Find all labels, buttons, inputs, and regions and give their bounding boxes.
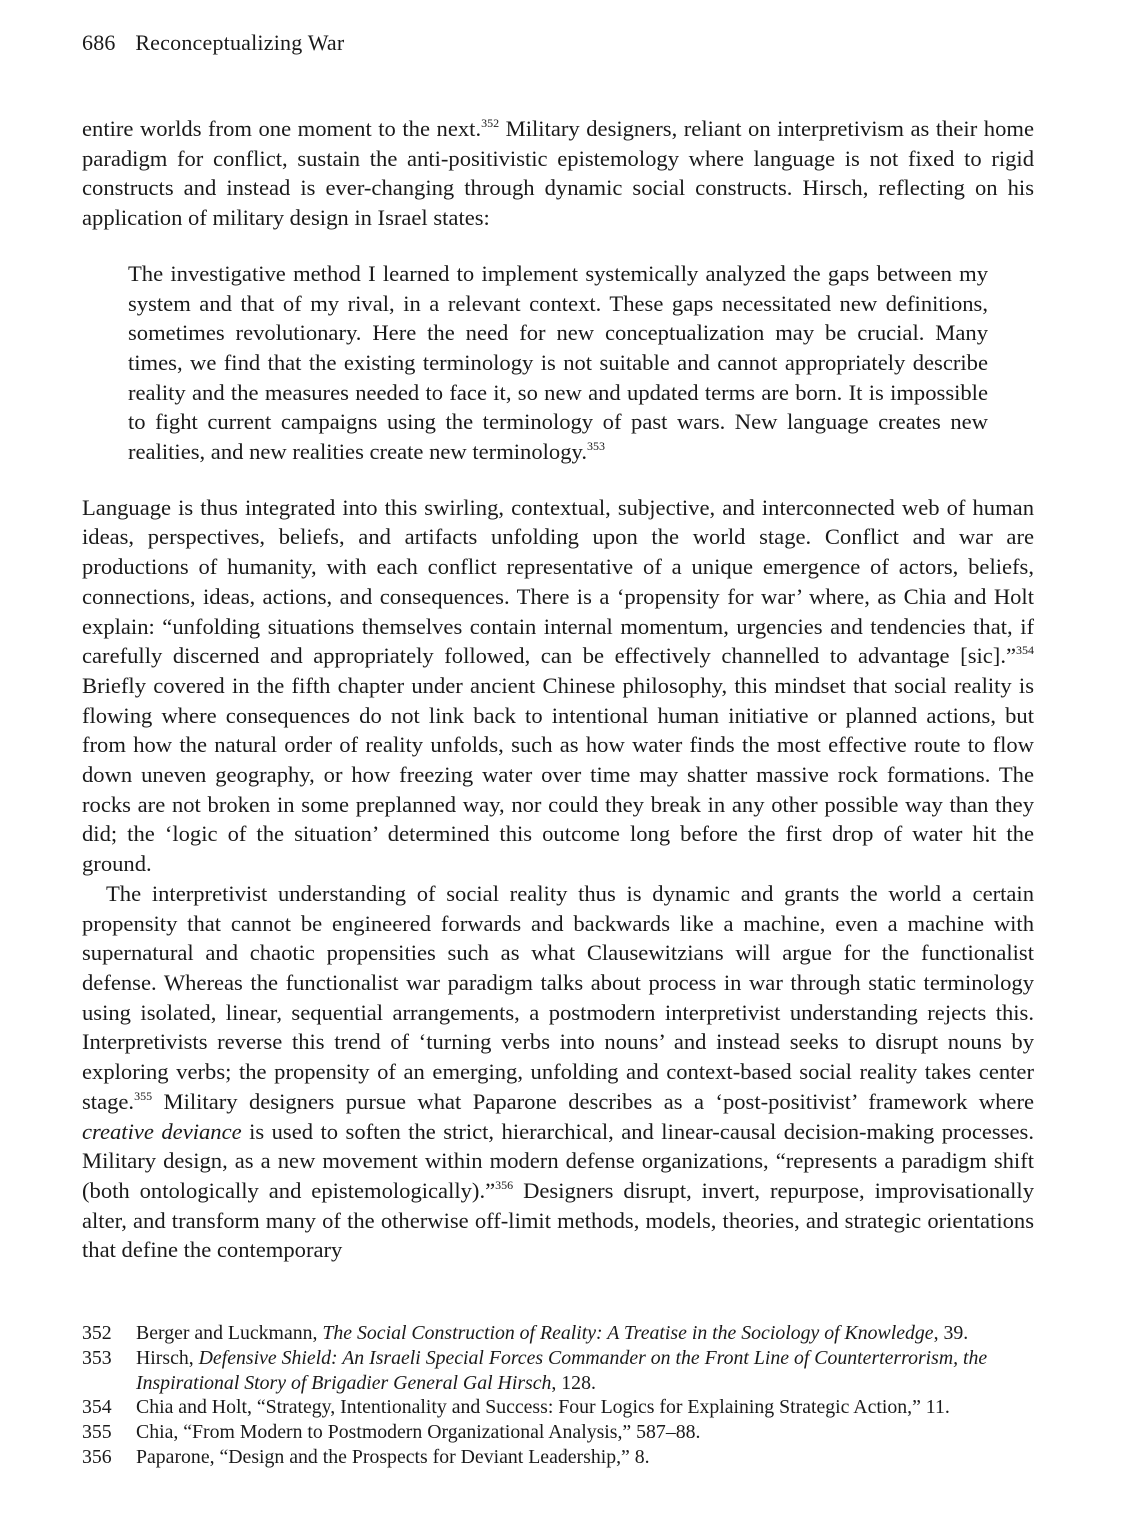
footnotes [82, 1321, 1034, 1470]
footnote-ref-355[interactable]: 355 [134, 1088, 153, 1103]
page-number: 686 [82, 30, 116, 55]
paragraph-2: Language is thus integrated into this swirling, contextual, subjective, and interconnected web of human ideas, perspectives, beliefs, and artifacts unfolding upon the world stage. Conflict and war are productions of humanity, with each conflict representative of a unique emergence of actors, beliefs, connections, ideas, actions, and consequences. There is a ‘propensity for war’ where, as Chia and Holt explain: “unfolding situations themselves contain internal momentum, urgencies and tendencies that, if carefully discerned and appropriately followed, can be effectively channelled to advantage [sic].”$^{354}$ Briefly covered in the fifth chapter under ancient Chinese philosophy, this mindset that social reality is flowing where consequences do not link back to intentional human initiative or planned actions, but from how the natural order of reality unfolds, such as how water finds the most effective route to flow down uneven geography, or how freezing water over time may shatter massive rock formations. The rocks are not broken in some preplanned way, nor could they break in any other possible way than they did; the ‘logic of the situation’ determined this outcome long before the first drop of water hit the ground. [82, 494, 1034, 877]
paragraph-1: entire worlds from one moment to the next.$^{352}$ Military designers, reliant on interpretivism as their home paradigm for conflict, sustain the anti-positivistic epistemology where language is not fixed to rigid constructs and instead is ever-changing through dynamic social constructs. Hirsch, reflecting on his application of military design in Israel states: [82, 116, 1034, 231]
running-title: Reconceptualizing War [135, 30, 345, 55]
footnote-ref-352[interactable]: 352 [481, 116, 500, 130]
running-header [82, 30, 344, 56]
paragraph-3: The interpretivist understanding of social reality thus is dynamic and grants the world a certain propensity that cannot be engineered forwards and backwards like a machine, even a machine with supernatural and chaotic propensities such as what Clausewitzians will argue for the functionalist defense. Whereas the functionalist war paradigm talks about process in war through static terminology using isolated, linear, sequential arrangements, a postmodern interpretivist understanding rejects this. Interpretivists reverse this trend of ‘turning verbs into nouns’ and instead seeks to disrupt nouns by exploring verbs; the propensity of an emerging, unfolding and context-based social reality takes center stage.$^{355}$ Military designers pursue what Paparone describes as a ‘post-positivist’ framework where creative deviance is used to soften the strict, hierarchical, and linear-causal decision-making processes. Military design, as a new movement within modern defense organizations, “represents a paradigm shift (both ontologically and epistemologically).”$^{356}$ Designers disrupt, invert, repurpose, improvisationally alter, and transform many of the otherwise off-limit methods, models, theories, and strategic orientations that define the contemporary [82, 880, 1034, 1263]
emphasis-creative-deviance: creative deviance [82, 1118, 242, 1144]
footnote-ref-356[interactable]: 356 [495, 1177, 514, 1192]
footnote-354: 354 Chia and Holt, “Strategy, Intentionality and Success: Four Logics for Explaining Strategic Action,” 11. [82, 1396, 950, 1419]
footnote-355: 355 Chia, “From Modern to Postmodern Organizational Analysis,” 587–88. [82, 1421, 701, 1444]
footnote-356: 356 Paparone, “Design and the Prospects for Deviant Leadership,” 8. [82, 1445, 650, 1468]
footnote-352: 352 Berger and Luckmann, The Social Construction of Reality: A Treatise in the Sociology of Knowledge, 39. [82, 1322, 969, 1344]
main-text [82, 114, 1034, 1265]
footnote-ref-354[interactable]: 354 [1016, 643, 1034, 658]
block-quote: The investigative method I learned to implement systemically analyzed the gaps between my system and that of my rival, in a relevant context. These gaps necessitated new definitions, sometimes revolutionary. Here the need for new conceptualization may be crucial. Many times, we find that the existing terminology is not suitable and cannot appropriately describe reality and the measures needed to face it, so new and updated terms are born. It is impossible to fight current campaigns using the terminology of past wars. New language creates new realities, and new realities create new terminology.$^{353}$ [128, 260, 988, 465]
footnote-353: 353 Hirsch, Defensive Shield: An Israeli Special Forces Commander on the Front Line of Counterterrorism, the Inspirational Story of Brigadier General Gal Hirsch, 128. [82, 1346, 988, 1394]
footnote-ref-353[interactable]: 353 [587, 439, 606, 454]
